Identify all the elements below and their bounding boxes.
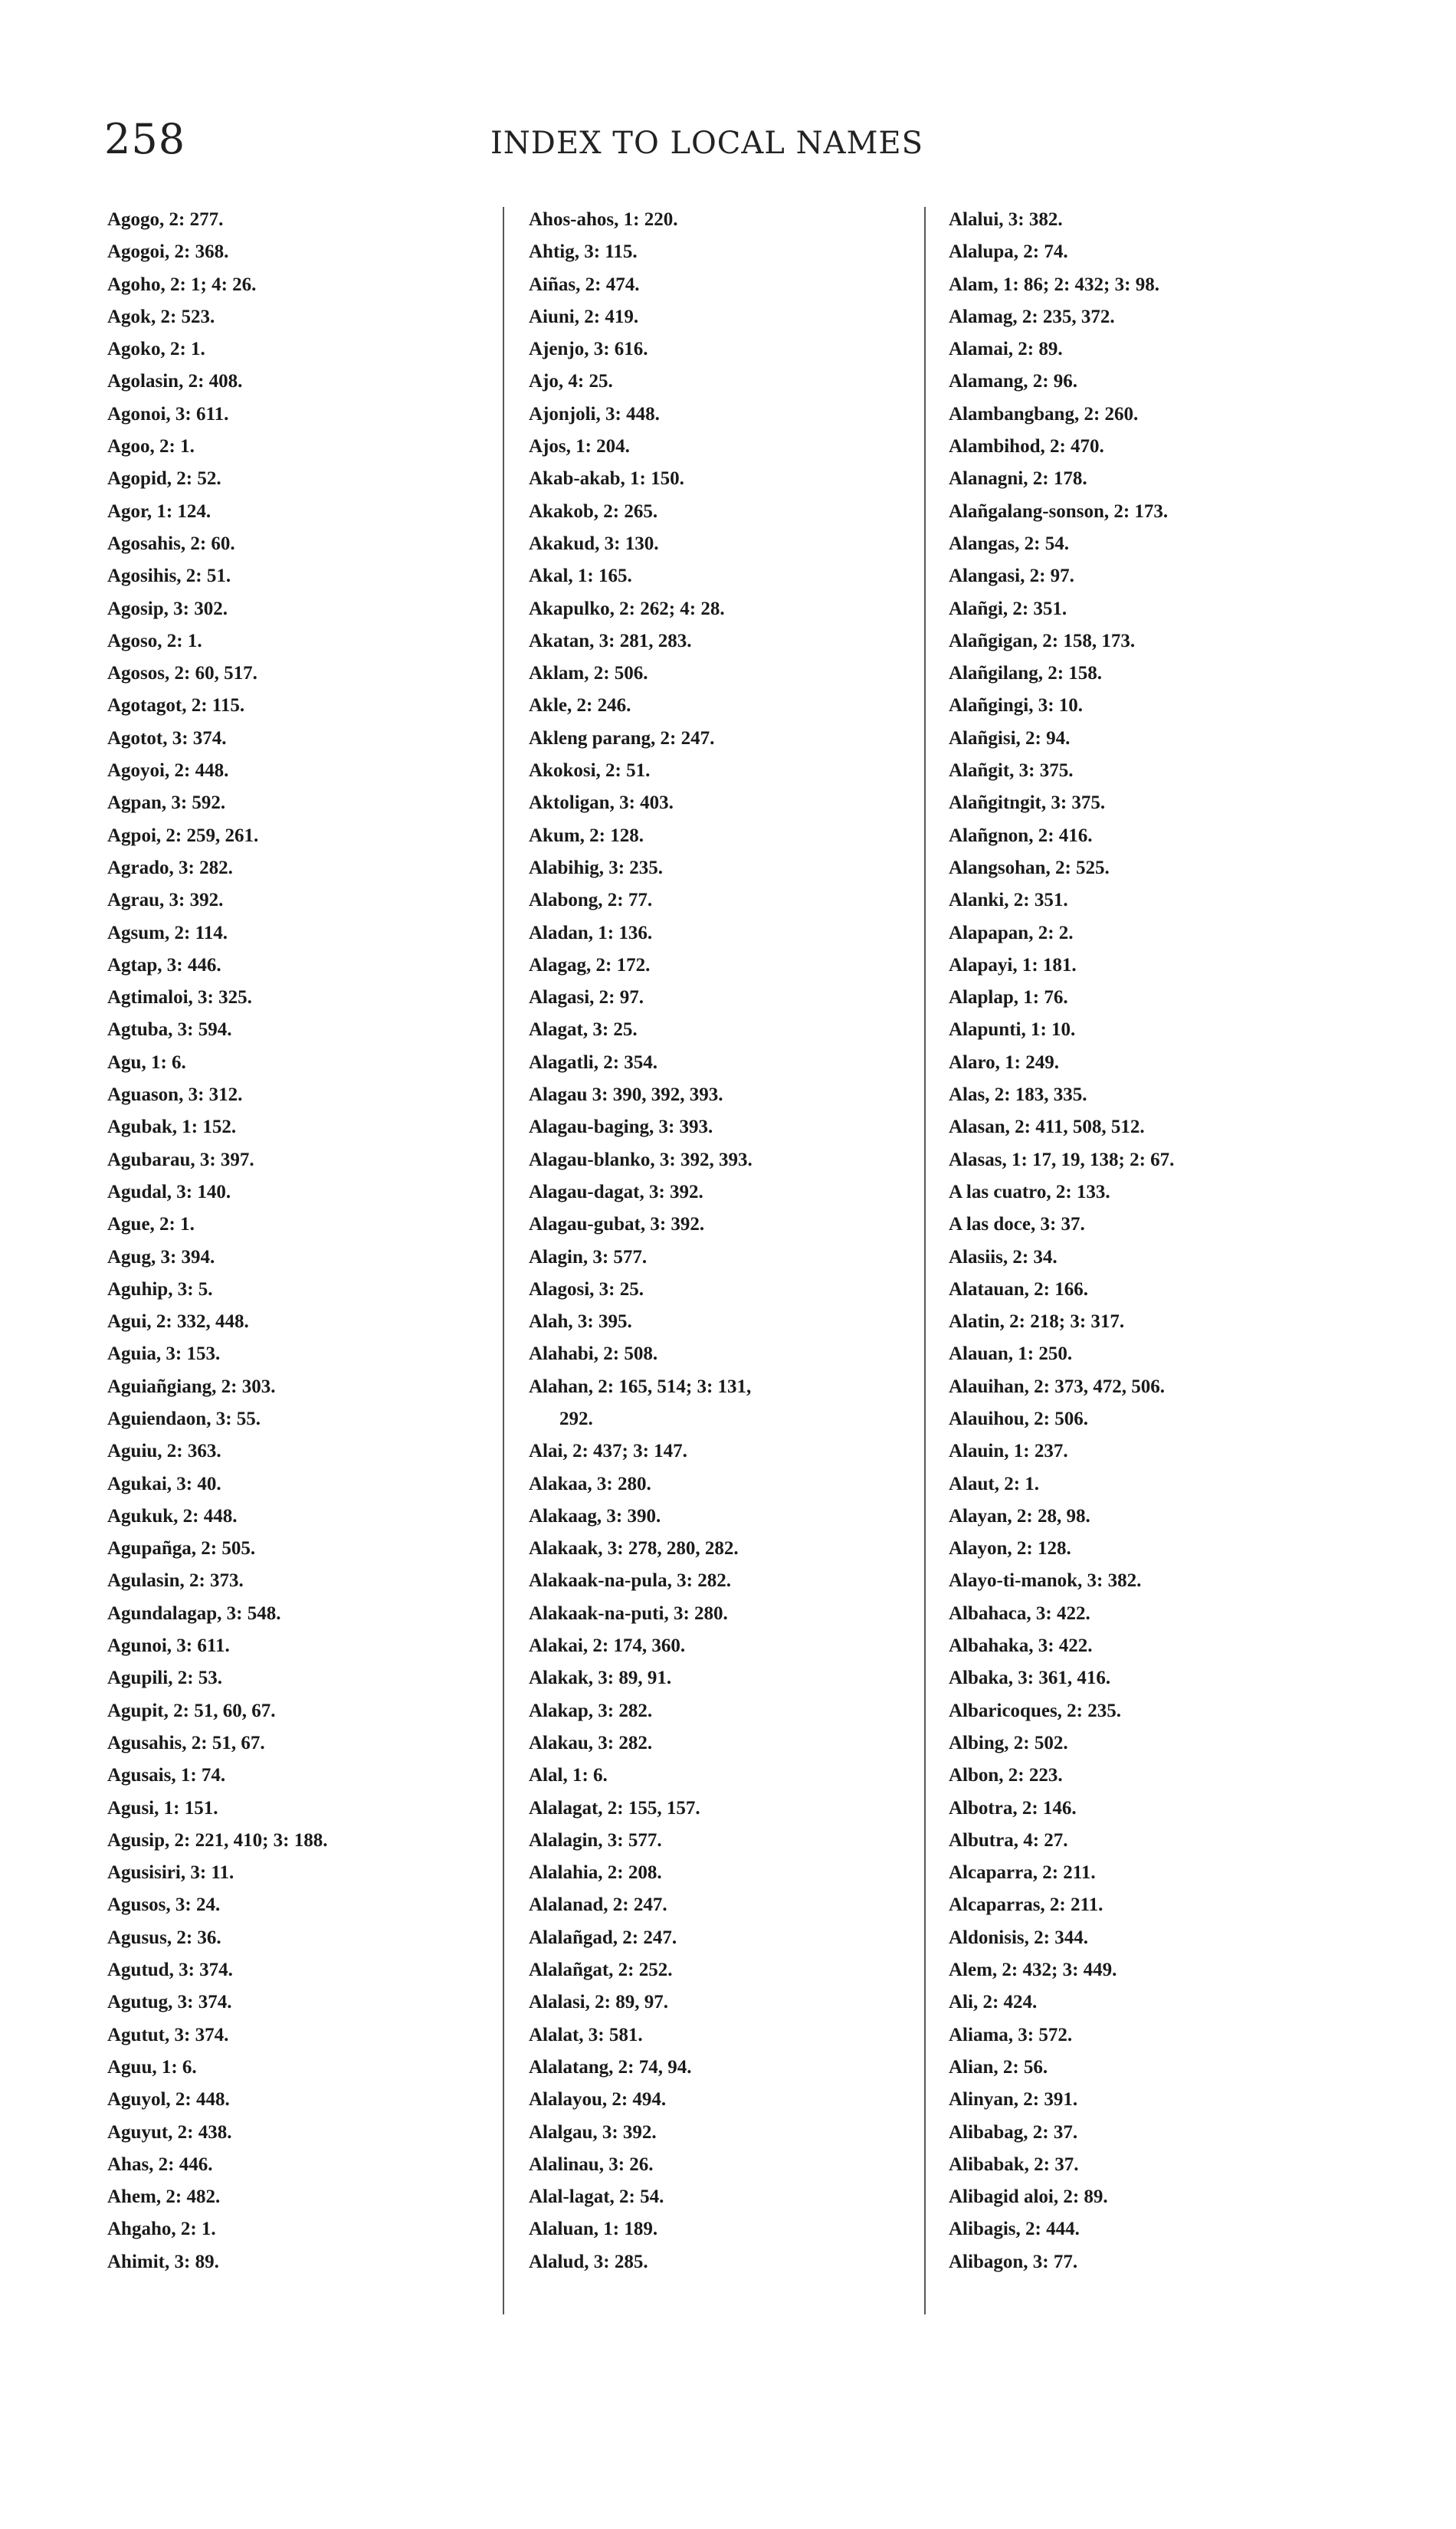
index-entry: Agudal, 3: 140. bbox=[107, 1181, 231, 1202]
index-entry: Aiuni, 2: 419. bbox=[529, 306, 639, 327]
index-entry: Aktoligan, 3: 403. bbox=[529, 792, 674, 814]
index-entry: Alatauan, 2: 166. bbox=[949, 1278, 1088, 1300]
index-entry: Alagat, 3: 25. bbox=[529, 1019, 638, 1041]
index-entry: Ahtig, 3: 115. bbox=[529, 241, 638, 263]
index-entry: Alibagon, 3: 77. bbox=[949, 2251, 1078, 2272]
index-entry: Ahimit, 3: 89. bbox=[107, 2251, 219, 2272]
index-entry: Alaut, 2: 1. bbox=[949, 1473, 1040, 1494]
index-entry: Alasiis, 2: 34. bbox=[949, 1246, 1058, 1268]
index-entry: Alibagis, 2: 444. bbox=[949, 2219, 1080, 2240]
page-number: 258 bbox=[104, 115, 186, 163]
index-entry: Agoo, 2: 1. bbox=[107, 436, 195, 458]
index-entry: Ajos, 1: 204. bbox=[529, 436, 630, 458]
index-entry: Alayon, 2: 128. bbox=[949, 1538, 1071, 1560]
index-entry: Alalui, 3: 382. bbox=[949, 209, 1063, 230]
index-entry: Alahan, 2: 165, 514; 3: 131, bbox=[529, 1376, 752, 1397]
index-entry: Agor, 1: 124. bbox=[107, 500, 212, 522]
index-entry: Agosihis, 2: 51. bbox=[107, 566, 231, 587]
index-entry: Alatin, 2: 218; 3: 317. bbox=[949, 1311, 1125, 1333]
index-entry: Aldonisis, 2: 344. bbox=[949, 1927, 1088, 1948]
index-entry: Alalagin, 3: 577. bbox=[529, 1829, 662, 1851]
index-entry: Albotra, 2: 146. bbox=[949, 1797, 1077, 1819]
index-entry: Agutud, 3: 374. bbox=[107, 1960, 233, 1981]
index-entry: Alakai, 2: 174, 360. bbox=[529, 1635, 686, 1657]
index-entry: Akal, 1: 165. bbox=[529, 566, 632, 587]
index-entry: Agrado, 3: 282. bbox=[107, 857, 233, 878]
index-entry: Agotagot, 2: 115. bbox=[107, 695, 245, 717]
index-entry: Alah, 3: 395. bbox=[529, 1311, 632, 1333]
index-entry: Alcaparra, 2: 211. bbox=[949, 1862, 1096, 1884]
index-entry: Akatan, 3: 281, 283. bbox=[529, 630, 692, 651]
index-entry: Alangas, 2: 54. bbox=[949, 533, 1069, 554]
index-entry: Alakap, 3: 282. bbox=[529, 1700, 653, 1721]
index-column-1 bbox=[107, 204, 475, 2278]
index-entry: Akapulko, 2: 262; 4: 28. bbox=[529, 598, 725, 619]
index-column-2 bbox=[529, 204, 912, 2278]
index-entry: Alai, 2: 437; 3: 147. bbox=[529, 1441, 687, 1462]
index-entry: Alangsohan, 2: 525. bbox=[949, 857, 1110, 878]
index-entry: Agosos, 2: 60, 517. bbox=[107, 663, 257, 684]
index-entry: Alagin, 3: 577. bbox=[529, 1246, 648, 1268]
index-entry: Alal-lagat, 2: 54. bbox=[529, 2186, 664, 2208]
index-entry: Agtuba, 3: 594. bbox=[107, 1019, 232, 1041]
index-entry: Alapapan, 2: 2. bbox=[949, 922, 1074, 943]
index-entry: Aguiañgiang, 2: 303. bbox=[107, 1376, 276, 1397]
index-entry: Alalahia, 2: 208. bbox=[529, 1862, 662, 1884]
index-entry: Alahabi, 2: 508. bbox=[529, 1343, 658, 1365]
index-entry: Agusais, 1: 74. bbox=[107, 1765, 226, 1786]
index-entry: Alamang, 2: 96. bbox=[949, 371, 1078, 392]
index-entry: Agogoi, 2: 368. bbox=[107, 241, 229, 263]
index-entry: Albon, 2: 223. bbox=[949, 1765, 1063, 1786]
index-entry: Agolasin, 2: 408. bbox=[107, 371, 243, 392]
index-entry: 292. bbox=[559, 1408, 593, 1429]
index-entry: Agui, 2: 332, 448. bbox=[107, 1311, 249, 1333]
index-entry: Ali, 2: 424. bbox=[949, 1992, 1038, 2013]
index-entry: Alagau-blanko, 3: 392, 393. bbox=[529, 1149, 753, 1170]
index-entry: Ahas, 2: 446. bbox=[107, 2153, 213, 2175]
index-entry: Agoyoi, 2: 448. bbox=[107, 760, 229, 782]
index-entry: Alcaparras, 2: 211. bbox=[949, 1894, 1103, 1916]
index-entry: Agotot, 3: 374. bbox=[107, 727, 227, 749]
index-entry: Agtimaloi, 3: 325. bbox=[107, 987, 252, 1009]
index-entry: Aladan, 1: 136. bbox=[529, 922, 653, 943]
index-entry: Alalasi, 2: 89, 97. bbox=[529, 1992, 668, 2013]
index-entry: Aiñas, 2: 474. bbox=[529, 274, 640, 295]
index-entry: Alambangbang, 2: 260. bbox=[949, 403, 1139, 425]
index-entry: Alalupa, 2: 74. bbox=[949, 241, 1068, 263]
index-entry: Aguyut, 2: 438. bbox=[107, 2121, 232, 2143]
index-entry: Alaplap, 1: 76. bbox=[949, 987, 1068, 1009]
index-entry: Agundalagap, 3: 548. bbox=[107, 1602, 281, 1624]
index-entry: Agu, 1: 6. bbox=[107, 1051, 186, 1073]
index-entry: Alapayi, 1: 181. bbox=[949, 954, 1077, 976]
index-entry: Alalañgad, 2: 247. bbox=[529, 1927, 677, 1948]
index-entry: Alabong, 2: 77. bbox=[529, 890, 653, 911]
index-entry: Agubarau, 3: 397. bbox=[107, 1149, 254, 1170]
index-entry: Alibabak, 2: 37. bbox=[949, 2153, 1079, 2175]
index-entry: Alayo-ti-manok, 3: 382. bbox=[949, 1570, 1142, 1592]
index-entry: Agusi, 1: 151. bbox=[107, 1797, 218, 1819]
index-entry: Ahos-ahos, 1: 220. bbox=[529, 209, 678, 230]
index-entry: Alanagni, 2: 178. bbox=[949, 468, 1087, 490]
index-entry: Alabihig, 3: 235. bbox=[529, 857, 664, 878]
running-title: INDEX TO LOCAL NAMES bbox=[490, 126, 924, 161]
index-entry: Albaricoques, 2: 235. bbox=[949, 1700, 1121, 1721]
index-entry: Agosip, 3: 302. bbox=[107, 598, 228, 619]
index-entry: Alanki, 2: 351. bbox=[949, 890, 1068, 911]
index-entry: A las cuatro, 2: 133. bbox=[949, 1181, 1110, 1202]
index-entry: Alakak, 3: 89, 91. bbox=[529, 1668, 672, 1689]
index-entry: Alapunti, 1: 10. bbox=[949, 1019, 1076, 1041]
index-entry: Alakaa, 3: 280. bbox=[529, 1473, 651, 1494]
index-entry: Alañgalang-sonson, 2: 173. bbox=[949, 500, 1169, 522]
index-entry: Alasan, 2: 411, 508, 512. bbox=[949, 1117, 1145, 1138]
index-entry: Ahem, 2: 482. bbox=[107, 2186, 221, 2208]
index-entry: Alañgi, 2: 351. bbox=[949, 598, 1067, 619]
index-entry: Alañgit, 3: 375. bbox=[949, 760, 1074, 782]
index-entry: Agsum, 2: 114. bbox=[107, 922, 228, 943]
index-entry: Alauan, 1: 250. bbox=[949, 1343, 1073, 1365]
index-entry: Ahgaho, 2: 1. bbox=[107, 2219, 216, 2240]
index-entry: Agutug, 3: 374. bbox=[107, 1992, 232, 2013]
index-entry: Alagau 3: 390, 392, 393. bbox=[529, 1084, 723, 1106]
index-entry: Agpan, 3: 592. bbox=[107, 792, 226, 814]
index-entry: Agunoi, 3: 611. bbox=[107, 1635, 230, 1657]
index-entry: Alasas, 1: 17, 19, 138; 2: 67. bbox=[949, 1149, 1175, 1170]
index-entry: Agoko, 2: 1. bbox=[107, 339, 205, 360]
column-rule bbox=[503, 207, 504, 2314]
index-entry: Agonoi, 3: 611. bbox=[107, 403, 229, 425]
index-entry: Alambihod, 2: 470. bbox=[949, 436, 1104, 458]
index-entry: Alañgisi, 2: 94. bbox=[949, 727, 1071, 749]
index-entry: Agupili, 2: 53. bbox=[107, 1668, 223, 1689]
index-entry: Alangasi, 2: 97. bbox=[949, 566, 1074, 587]
index-entry: Alem, 2: 432; 3: 449. bbox=[949, 1960, 1117, 1981]
index-entry: Alañgnon, 2: 416. bbox=[949, 825, 1093, 846]
index-entry: Alañgitngit, 3: 375. bbox=[949, 792, 1106, 814]
index-entry: Agusos, 3: 24. bbox=[107, 1894, 221, 1916]
index-entry: Ajenjo, 3: 616. bbox=[529, 339, 648, 360]
index-entry: Alalat, 3: 581. bbox=[529, 2024, 643, 2045]
index-entry: Akokosi, 2: 51. bbox=[529, 760, 651, 782]
index-entry: Agulasin, 2: 373. bbox=[107, 1570, 244, 1592]
index-entry: Alam, 1: 86; 2: 432; 3: 98. bbox=[949, 274, 1159, 295]
index-entry: Alalagat, 2: 155, 157. bbox=[529, 1797, 700, 1819]
index-entry: Alagag, 2: 172. bbox=[529, 954, 651, 976]
index-entry: Ajonjoli, 3: 448. bbox=[529, 403, 660, 425]
index-entry: Alaluan, 1: 189. bbox=[529, 2219, 658, 2240]
index-entry: Albahaca, 3: 422. bbox=[949, 1602, 1090, 1624]
index-entry: Agok, 2: 523. bbox=[107, 306, 215, 327]
index-entry: Alalgau, 3: 392. bbox=[529, 2121, 657, 2143]
index-entry: Akleng parang, 2: 247. bbox=[529, 727, 715, 749]
index-entry: Aguyol, 2: 448. bbox=[107, 2089, 230, 2111]
index-entry: Alalanad, 2: 247. bbox=[529, 1894, 667, 1916]
index-entry: Alakaag, 3: 390. bbox=[529, 1505, 661, 1527]
index-entry: Albaka, 3: 361, 416. bbox=[949, 1668, 1111, 1689]
index-entry: Akakob, 2: 265. bbox=[529, 500, 658, 522]
index-entry: Alalatang, 2: 74, 94. bbox=[529, 2056, 692, 2078]
index-entry: Alañgingi, 3: 10. bbox=[949, 695, 1084, 717]
index-column-3 bbox=[949, 204, 1378, 2278]
column-rule bbox=[924, 207, 926, 2314]
index-entry: Agusip, 2: 221, 410; 3: 188. bbox=[107, 1829, 328, 1851]
index-entry: Alamai, 2: 89. bbox=[949, 339, 1063, 360]
index-entry: Akum, 2: 128. bbox=[529, 825, 644, 846]
index-entry: Aliama, 3: 572. bbox=[949, 2024, 1073, 2045]
index-entry: Alibabag, 2: 37. bbox=[949, 2121, 1078, 2143]
index-entry: Agukai, 3: 40. bbox=[107, 1473, 221, 1494]
index-entry: Alalinau, 3: 26. bbox=[529, 2153, 654, 2175]
index-entry: Agopid, 2: 52. bbox=[107, 468, 221, 490]
index-entry: Alian, 2: 56. bbox=[949, 2056, 1048, 2078]
index-entry: Agtap, 3: 446. bbox=[107, 954, 221, 976]
index-entry: Agosahis, 2: 60. bbox=[107, 533, 235, 554]
index-entry: Alakaak-na-pula, 3: 282. bbox=[529, 1570, 731, 1592]
index-entry: Albahaka, 3: 422. bbox=[949, 1635, 1093, 1657]
index-entry: Alauihan, 2: 373, 472, 506. bbox=[949, 1376, 1165, 1397]
index-entry: Akakud, 3: 130. bbox=[529, 533, 659, 554]
index-entry: Alañgilang, 2: 158. bbox=[949, 663, 1103, 684]
index-entry: Agrau, 3: 392. bbox=[107, 890, 224, 911]
index-entry: Alañgigan, 2: 158, 173. bbox=[949, 630, 1136, 651]
index-entry: Agusahis, 2: 51, 67. bbox=[107, 1732, 265, 1753]
index-entry: Alibagid aloi, 2: 89. bbox=[949, 2186, 1108, 2208]
index-entry: Aguia, 3: 153. bbox=[107, 1343, 221, 1365]
index-entry: Ague, 2: 1. bbox=[107, 1214, 195, 1235]
index-entry: Alalud, 3: 285. bbox=[529, 2251, 648, 2272]
index-entry: Akle, 2: 246. bbox=[529, 695, 631, 717]
index-entry: Alinyan, 2: 391. bbox=[949, 2089, 1078, 2111]
index-entry: Alakaak-na-puti, 3: 280. bbox=[529, 1602, 728, 1624]
index-entry: Albing, 2: 502. bbox=[949, 1732, 1068, 1753]
index-entry: Agoho, 2: 1; 4: 26. bbox=[107, 274, 257, 295]
index-entry: Agusisiri, 3: 11. bbox=[107, 1862, 234, 1884]
index-entry: Aguason, 3: 312. bbox=[107, 1084, 243, 1106]
index-entry: Alalayou, 2: 494. bbox=[529, 2089, 667, 2111]
index-entry: Alaro, 1: 249. bbox=[949, 1051, 1059, 1073]
index-entry: Agogo, 2: 277. bbox=[107, 209, 224, 230]
index-entry: Agoso, 2: 1. bbox=[107, 630, 202, 651]
index-entry: Alagosi, 3: 25. bbox=[529, 1278, 644, 1300]
index-entry: Alagau-gubat, 3: 392. bbox=[529, 1214, 705, 1235]
index-entry: Ajo, 4: 25. bbox=[529, 371, 613, 392]
index-entry: Aguu, 1: 6. bbox=[107, 2056, 197, 2078]
index-entry: Aguiu, 2: 363. bbox=[107, 1441, 221, 1462]
index-entry: Aklam, 2: 506. bbox=[529, 663, 648, 684]
index-entry: Alamag, 2: 235, 372. bbox=[949, 306, 1115, 327]
index-entry: Agupañga, 2: 505. bbox=[107, 1538, 256, 1560]
index-entry: Aguhip, 3: 5. bbox=[107, 1278, 213, 1300]
index-entry: Agukuk, 2: 448. bbox=[107, 1505, 238, 1527]
index-entry: Alauin, 1: 237. bbox=[949, 1441, 1068, 1462]
index-entry: Albutra, 4: 27. bbox=[949, 1829, 1068, 1851]
index-entry: Agupit, 2: 51, 60, 67. bbox=[107, 1700, 276, 1721]
index-entry: Alas, 2: 183, 335. bbox=[949, 1084, 1087, 1106]
index-entry: Alagasi, 2: 97. bbox=[529, 987, 644, 1009]
index-entry: A las doce, 3: 37. bbox=[949, 1214, 1085, 1235]
index-entry: Akab-akab, 1: 150. bbox=[529, 468, 684, 490]
index-entry: Alauihou, 2: 506. bbox=[949, 1408, 1088, 1429]
index-entry: Agug, 3: 394. bbox=[107, 1246, 215, 1268]
index-entry: Alakaak, 3: 278, 280, 282. bbox=[529, 1538, 739, 1560]
index-entry: Agusus, 2: 36. bbox=[107, 1927, 221, 1948]
index-entry: Alal, 1: 6. bbox=[529, 1765, 608, 1786]
index-entry: Aguiendaon, 3: 55. bbox=[107, 1408, 261, 1429]
index-entry: Alagau-baging, 3: 393. bbox=[529, 1117, 713, 1138]
index-entry: Alayan, 2: 28, 98. bbox=[949, 1505, 1090, 1527]
index-entry: Agubak, 1: 152. bbox=[107, 1117, 237, 1138]
page-header bbox=[0, 115, 1456, 176]
index-entry: Alagatli, 2: 354. bbox=[529, 1051, 658, 1073]
index-entry: Alalañgat, 2: 252. bbox=[529, 1960, 673, 1981]
index-entry: Agpoi, 2: 259, 261. bbox=[107, 825, 259, 846]
index-entry: Alagau-dagat, 3: 392. bbox=[529, 1181, 703, 1202]
index-entry: Agutut, 3: 374. bbox=[107, 2024, 229, 2045]
index-entry: Alakau, 3: 282. bbox=[529, 1732, 653, 1753]
